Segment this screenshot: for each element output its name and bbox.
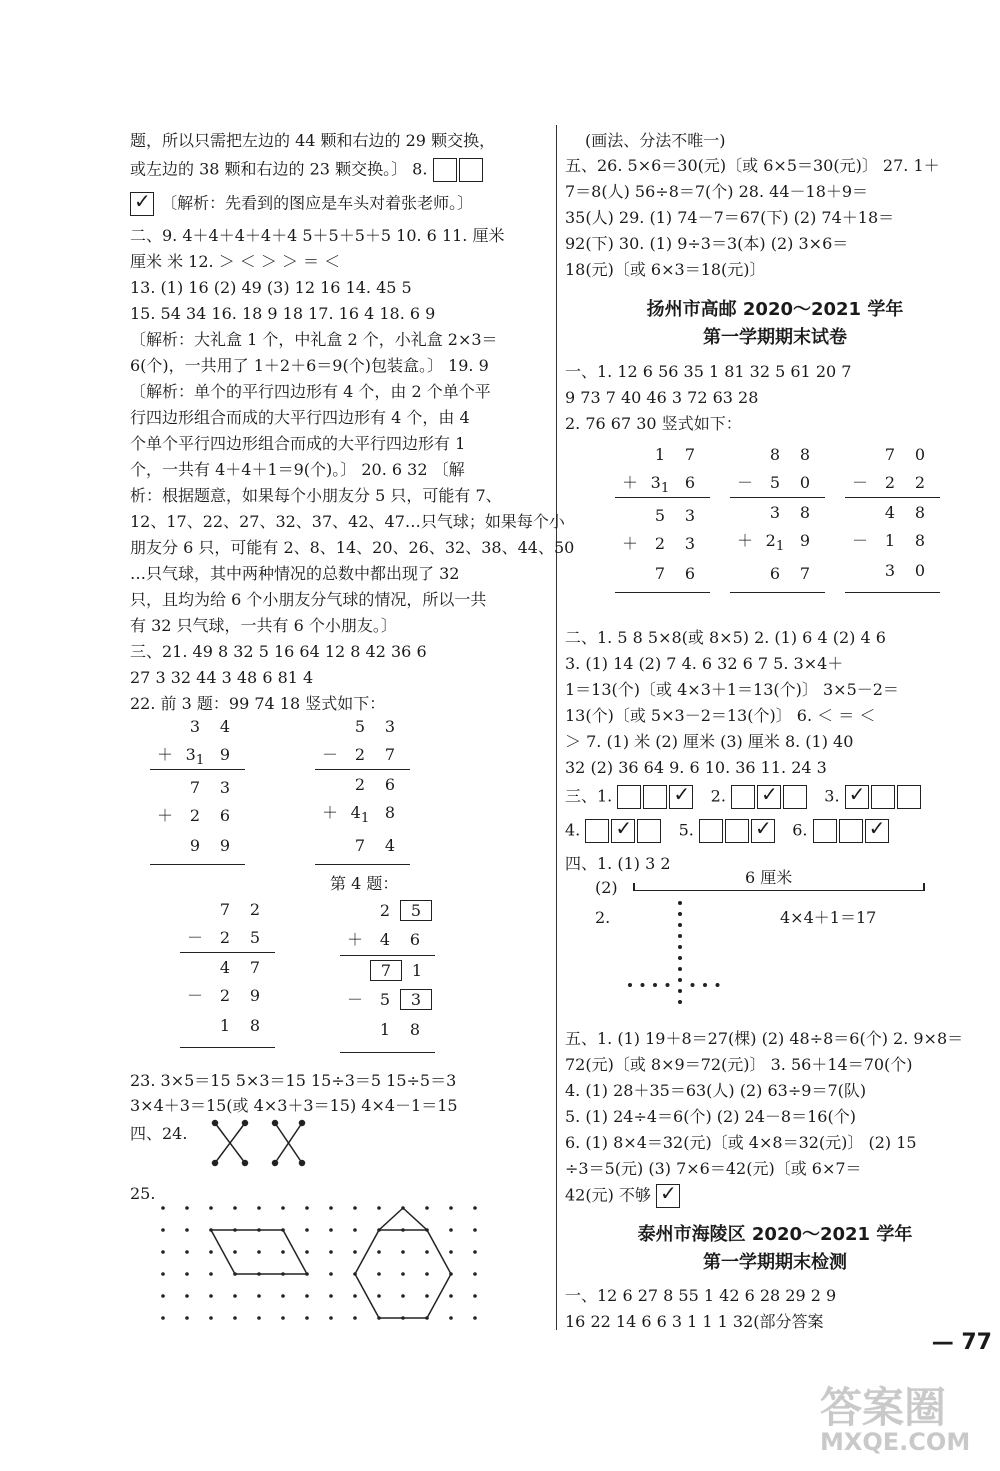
checkbox-row: 三、1. ✓ 2. ✓ 3. ✓ <box>565 785 923 809</box>
grid-dot <box>209 1250 213 1254</box>
grid-dot <box>209 1294 213 1298</box>
grid-dot <box>353 1250 357 1254</box>
text-line: 16 22 14 6 6 3 1 1 1 32(部分答案 <box>565 1312 824 1331</box>
grid-dot <box>161 1250 165 1254</box>
text-line: 13(个)〔或 5×3－2＝13(个)〕 6. ＜ ＝ ＜ <box>565 706 876 725</box>
text-line: 五、1. (1) 19＋8＝27(棵) (2) 48÷8＝6(个) 2. 9×8＝ <box>565 1029 964 1048</box>
grid-dot <box>281 1316 285 1320</box>
grid-dot <box>329 1316 333 1320</box>
text-line: 个单个平行四边形组合而成的大平行四边形有 1 <box>130 434 466 453</box>
drawn-shape <box>355 1208 451 1318</box>
vertical-calc: 5 3 － 2 7 2 6 ＋ $4_1$ 8 7 4 <box>315 717 405 855</box>
grid-dot <box>185 1206 189 1210</box>
answer-box <box>459 158 483 182</box>
grid-dot <box>473 1294 477 1298</box>
text-line: 只，且均为给 6 个小朋友分气球的情况，所以一共 <box>130 590 487 609</box>
grid-dot <box>233 1294 237 1298</box>
grid-dot <box>473 1228 477 1232</box>
text-line: 1＝13(个)〔或 4×3＋1＝13(个)〕 3×5－2＝ <box>565 680 899 699</box>
grid-dot <box>425 1250 429 1254</box>
grid-dot <box>329 1206 333 1210</box>
text-line: 3. (1) 14 (2) 7 4. 6 32 6 7 5. 3×4＋ <box>565 654 844 673</box>
text-line: ✓ 〔解析：先看到的图应是车头对着张老师。〕 <box>130 192 473 216</box>
dot <box>678 912 682 916</box>
dot <box>678 945 682 949</box>
grid-dot <box>425 1206 429 1210</box>
text-line: 朋友分 6 只，可能有 2、8、14、20、26、32、38、44、50 <box>130 538 575 557</box>
grid-dot <box>377 1272 381 1276</box>
text-line: 第 4 题： <box>330 874 399 893</box>
text-line: 7＝8(人) 56÷8＝7(个) 28. 44－18＋9＝ <box>565 182 869 201</box>
grid-dot <box>449 1206 453 1210</box>
dot <box>628 983 632 987</box>
text-line: 2. 76 67 30 竖式如下： <box>565 414 742 433</box>
grid-dot <box>233 1206 237 1210</box>
text-line: ÷3＝5(元) (3) 7×6＝42(元)〔或 6×7＝ <box>565 1159 862 1178</box>
grid-dot <box>185 1316 189 1320</box>
text-line: 13. (1) 16 (2) 49 (3) 12 16 14. 45 5 <box>130 278 412 297</box>
grid-dot <box>161 1294 165 1298</box>
checked-box <box>130 192 154 216</box>
section-heading: 扬州市高邮 2020～2021 学年 <box>646 299 904 320</box>
dot-grid-figure <box>158 1203 478 1333</box>
grid-dot <box>185 1294 189 1298</box>
grid-dot <box>209 1206 213 1210</box>
text-line: 一、1. 12 6 56 35 1 81 32 5 61 20 7 <box>565 362 852 381</box>
grid-dot <box>305 1294 309 1298</box>
grid-dot <box>305 1316 309 1320</box>
text-line: 题，所以只需把左边的 44 颗和右边的 29 颗交换， <box>130 131 496 150</box>
text-line: 23. 3×5＝15 5×3＝15 15÷3＝5 15÷5＝3 <box>130 1071 457 1090</box>
grid-dot <box>209 1272 213 1276</box>
text-line: 27 3 32 44 3 48 6 81 4 <box>130 668 314 687</box>
text-line: 5. (1) 24÷4＝6(个) (2) 24－8＝16(个) <box>565 1107 856 1126</box>
grid-dot <box>473 1272 477 1276</box>
text-line: 〔解析：大礼盒 1 个，中礼盒 2 个，小礼盒 2×3＝ <box>130 330 498 349</box>
text-line: 6(个)，一共用了 1＋2＋6＝9(个)包装盒。〕 19. 9 <box>130 356 489 375</box>
dot <box>666 983 670 987</box>
column-divider <box>556 125 557 1330</box>
text-line: 4×4＋1＝17 <box>780 908 877 927</box>
ruler-line <box>633 890 925 891</box>
grid-dot <box>473 1206 477 1210</box>
text-line: 42(元) 不够 ✓ <box>565 1184 682 1208</box>
grid-dot <box>377 1250 381 1254</box>
grid-dot <box>209 1316 213 1320</box>
dot <box>678 1000 682 1004</box>
text-line: 15. 54 34 16. 18 9 18 17. 16 4 18. 6 9 <box>130 304 436 323</box>
grid-dot <box>449 1250 453 1254</box>
grid-dot <box>185 1272 189 1276</box>
section-heading: 第一学期期末试卷 <box>703 327 847 348</box>
grid-dot <box>377 1206 381 1210</box>
checkbox-row: 4. ✓ 5. ✓ 6. ✓ <box>565 819 891 843</box>
grid-dot <box>305 1250 309 1254</box>
grid-dot <box>353 1316 357 1320</box>
text-line: 厘米 米 12. ＞ ＜ ＞ ＞ ＝ ＜ <box>130 252 341 271</box>
grid-dot <box>281 1294 285 1298</box>
text-line: 个，一共有 4＋4＋1＝9(个)。〕 20. 6 32 〔解 <box>130 460 465 479</box>
dot <box>678 901 682 905</box>
page-number: — 77 <box>931 1330 992 1355</box>
grid-dot <box>257 1206 261 1210</box>
text-line: 2. <box>595 908 611 927</box>
grid-dot <box>161 1272 165 1276</box>
grid-dot <box>257 1250 261 1254</box>
vertical-calc: 2 5 ＋ 4 6 7 1 － 5 3 1 8 <box>340 900 432 1039</box>
text-line: 18(元)〔或 6×3＝18(元)〕 <box>565 260 766 279</box>
text-line: 35(人) 29. (1) 74－7＝67(下) (2) 74＋18＝ <box>565 208 895 227</box>
dot <box>653 983 657 987</box>
text-line: 25. <box>130 1184 156 1203</box>
grid-dot <box>281 1206 285 1210</box>
text-line: 4. (1) 28＋35＝63(人) (2) 63÷9＝7(队) <box>565 1081 867 1100</box>
grid-dot <box>449 1228 453 1232</box>
vertical-calc: 7 0 － 2 2 4 8 － 1 8 3 0 <box>845 445 935 580</box>
grid-dot <box>473 1250 477 1254</box>
grid-dot <box>233 1316 237 1320</box>
grid-dot <box>233 1250 237 1254</box>
text-line: 或左边的 38 颗和右边的 23 颗交换。〕 8. <box>130 158 485 182</box>
dot <box>641 983 645 987</box>
dot <box>678 923 682 927</box>
text-line: (2) <box>595 878 618 897</box>
text-line: 二、1. 5 8 5×8(或 8×5) 2. (1) 6 4 (2) 4 6 <box>565 628 886 647</box>
vertical-calc: 7 2 － 2 5 4 7 － 2 9 1 8 <box>180 900 270 1035</box>
text-line: 二、9. 4＋4＋4＋4＋4 5＋5＋5＋5 10. 6 11. 厘米 <box>130 226 505 245</box>
grid-dot <box>425 1272 429 1276</box>
dot <box>678 967 682 971</box>
matching-lines-figure <box>210 1115 310 1170</box>
grid-dot <box>281 1250 285 1254</box>
grid-dot <box>161 1316 165 1320</box>
grid-dot <box>161 1228 165 1232</box>
text-line: 72(元)〔或 8×9＝72(元)〕 3. 56＋14＝70(个) <box>565 1055 913 1074</box>
grid-dot <box>257 1316 261 1320</box>
grid-dot <box>305 1228 309 1232</box>
grid-dot <box>425 1294 429 1298</box>
dot <box>678 956 682 960</box>
text-line: 一、12 6 27 8 55 1 42 6 28 29 2 9 <box>565 1286 837 1305</box>
grid-dot <box>353 1294 357 1298</box>
dot <box>716 983 720 987</box>
grid-dot <box>329 1250 333 1254</box>
text-line: 32 (2) 36 64 9. 6 10. 36 11. 24 3 <box>565 758 827 777</box>
grid-dot <box>401 1294 405 1298</box>
vertical-calc: 8 8 － 5 0 3 8 ＋ $2_1$ 9 6 7 <box>730 445 820 583</box>
section-heading: 第一学期期末检测 <box>703 1252 847 1273</box>
grid-dot <box>185 1228 189 1232</box>
grid-dot <box>161 1206 165 1210</box>
text-line: …只气球，其中两种情况的总数中都出现了 32 <box>130 564 460 583</box>
text-line: 〔解析：单个的平行四边形有 4 个，由 2 个单个平 <box>130 382 491 401</box>
dot <box>691 983 695 987</box>
answer-box <box>433 158 457 182</box>
dot <box>678 989 682 993</box>
text-line: 9 73 7 40 46 3 72 63 28 <box>565 388 759 407</box>
text-line: 6. (1) 8×4＝32(元)〔或 4×8＝32(元)〕 (2) 15 <box>565 1133 917 1152</box>
grid-dot <box>305 1206 309 1210</box>
watermark-url: MXQE.COM <box>820 1428 971 1456</box>
text-line: ＞ 7. (1) 米 (2) 厘米 (3) 厘米 8. (1) 40 <box>565 732 854 751</box>
text-line: 四、24. <box>130 1124 188 1143</box>
grid-dot <box>353 1206 357 1210</box>
grid-dot <box>329 1272 333 1276</box>
grid-dot <box>473 1316 477 1320</box>
grid-dot <box>449 1294 453 1298</box>
grid-dot <box>329 1228 333 1232</box>
text-line: 22. 前 3 题：99 74 18 竖式如下： <box>130 694 386 713</box>
grid-dot <box>329 1294 333 1298</box>
grid-dot <box>377 1294 381 1298</box>
text-line: 92(下) 30. (1) 9÷3＝3(本) (2) 3×6＝ <box>565 234 849 253</box>
dot <box>678 978 682 982</box>
grid-dot <box>257 1294 261 1298</box>
text-line: 四、1. (1) 3 2 <box>565 854 671 873</box>
text-line: 行四边形组合而成的大平行四边形有 4 个，由 4 <box>130 408 470 427</box>
text-line: 五、26. 5×6＝30(元)〔或 6×5＝30(元)〕 27. 1＋ <box>565 156 940 175</box>
text-line: 12、17、22、27、32、37、42、47…只气球；如果每个小 <box>130 512 565 531</box>
watermark-logo: 答案圈 <box>820 1383 947 1432</box>
grid-dot <box>185 1250 189 1254</box>
grid-dot <box>449 1316 453 1320</box>
grid-dot <box>353 1228 357 1232</box>
text-line: 析：根据题意，如果每个小朋友分 5 只，可能有 7、 <box>130 486 502 505</box>
grid-dot <box>401 1250 405 1254</box>
vertical-calc: 3 4 ＋ $3_1$ 9 7 3 ＋ 2 6 9 9 <box>150 717 240 855</box>
grid-dot <box>401 1272 405 1276</box>
ruler-label: 6 厘米 <box>745 868 793 887</box>
cross-dots-figure <box>620 895 760 1015</box>
dot <box>678 934 682 938</box>
dot <box>703 983 707 987</box>
text-line: (画法、分法不唯一) <box>585 131 726 150</box>
text-line: 3×4＋3＝15(或 4×3＋3＝15) 4×4－1＝15 <box>130 1096 458 1115</box>
text-line: 有 32 只气球，一共有 6 个小朋友。〕 <box>130 616 397 635</box>
text-line: 三、21. 49 8 32 5 16 64 12 8 42 36 6 <box>130 642 427 661</box>
vertical-calc: 1 7 ＋ $3_1$ 6 5 3 ＋ 2 3 7 6 <box>615 445 705 583</box>
section-heading: 泰州市海陵区 2020～2021 学年 <box>637 1224 913 1245</box>
